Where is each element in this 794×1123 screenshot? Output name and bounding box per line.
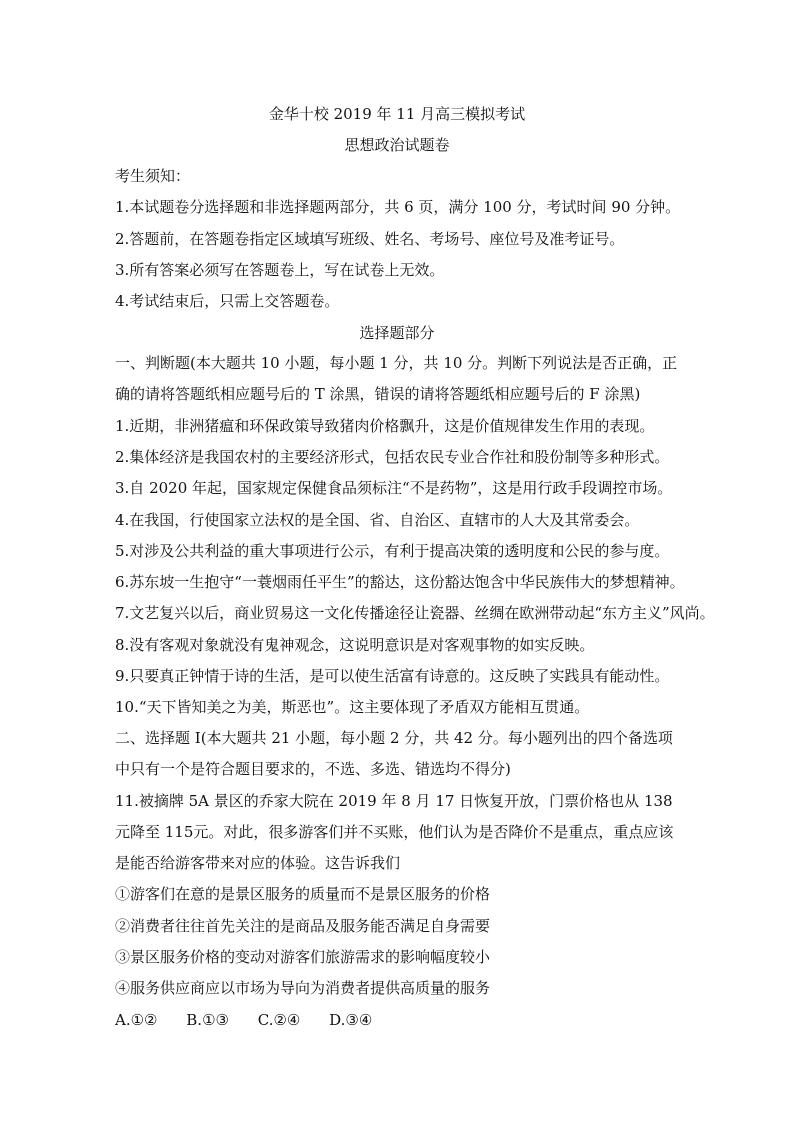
exam-subtitle: 思想政治试题卷 <box>344 136 450 154</box>
section-title: 选择题部分 <box>359 324 435 342</box>
part1-instruction: 一、判断题(本大题共 10 小题，每小题 1 分，共 10 分。判断下列说法是否正确，正确的请将答题纸相应题号后的 T 涂黑，错误的请将答题纸相应题号后的 F 涂黑) <box>115 354 678 403</box>
judgment-question: 7.文艺复兴以后，商业贸易这一文化传播途径让瓷器、丝绸在欧洲带动起“东方主义”风尚。 <box>115 604 715 622</box>
option-c: C.②④ <box>257 1011 301 1029</box>
notice-item: 4.考试结束后，只需上交答题卷。 <box>115 292 340 310</box>
statement-4: ④服务供应商应以市场为导向为消费者提供高质量的服务 <box>115 979 491 997</box>
answer-options <box>115 1010 396 1030</box>
judgment-question: 8.没有客观对象就没有鬼神观念，这说明意识是对客观事物的如实反映。 <box>115 636 595 654</box>
statement-1: ①游客们在意的是景区服务的质量而不是景区服务的价格 <box>115 885 491 903</box>
statement-3: ③景区服务价格的变动对游客们旅游需求的影响幅度较小 <box>115 948 491 966</box>
notice-item: 3.所有答案必须写在答题卷上，写在试卷上无效。 <box>115 261 445 279</box>
exam-title: 金华十校 2019 年 11 月高三模拟考试 <box>268 105 526 123</box>
option-d: D.③④ <box>329 1011 373 1029</box>
judgment-question: 9.只要真正钟情于诗的生活，是可以使生活富有诗意的。这反映了实践具有能动性。 <box>115 667 670 685</box>
notice-item: 1.本试题卷分选择题和非选择题两部分，共 6 页，满分 100 分，考试时间 90 分钟。 <box>115 198 681 216</box>
option-a: A.①② <box>115 1011 158 1029</box>
option-b: B.①③ <box>186 1011 229 1029</box>
judgment-question: 1.近期，非洲猪瘟和环保政策导致猪肉价格飘升，这是价值规律发生作用的表现。 <box>115 417 655 435</box>
question-11-stem: 11.被摘牌 5A 景区的乔家大院在 2019 年 8 月 17 日恢复开放，门票价格也从 138元降至 115元。对此，很多游客们并不买账，他们认为是否降价不是重点，重点应该是能否给游客带来对应的体验。这告诉我们 <box>115 792 674 872</box>
statement-2: ②消费者往往首先关注的是商品及服务能否满足自身需要 <box>115 917 491 935</box>
judgment-question: 3.自 2020 年起，国家规定保健食品须标注“不是药物”，这是用行政手段调控市场。 <box>115 479 673 497</box>
part2-instruction: 二、选择题 I(本大题共 21 小题，每小题 2 分，共 42 分。每小题列出的四个备选项中只有一个是符合题目要求的，不选、多选、错选均不得分) <box>115 729 673 778</box>
notice-item: 2.答题前，在答题卷指定区域填写班级、姓名、考场号、座位号及准考证号。 <box>115 230 625 248</box>
judgment-question: 10.“天下皆知美之为美，斯恶也”。这主要体现了矛盾双方能相互贯通。 <box>115 698 590 716</box>
judgment-question: 4.在我国，行使国家立法权的是全国、省、自治区、直辖市的人大及其常委会。 <box>115 511 640 529</box>
judgment-question: 6.苏东坡一生抱守“一蓑烟雨任平生”的豁达，这份豁达饱含中华民族伟大的梦想精神。 <box>115 573 685 591</box>
judgment-question: 5.对涉及公共利益的重大事项进行公示，有利于提高决策的透明度和公民的参与度。 <box>115 542 670 560</box>
judgment-question: 2.集体经济是我国农村的主要经济形式，包括农民专业合作社和股份制等多种形式。 <box>115 448 670 466</box>
notice-heading: 考生须知： <box>115 167 191 185</box>
